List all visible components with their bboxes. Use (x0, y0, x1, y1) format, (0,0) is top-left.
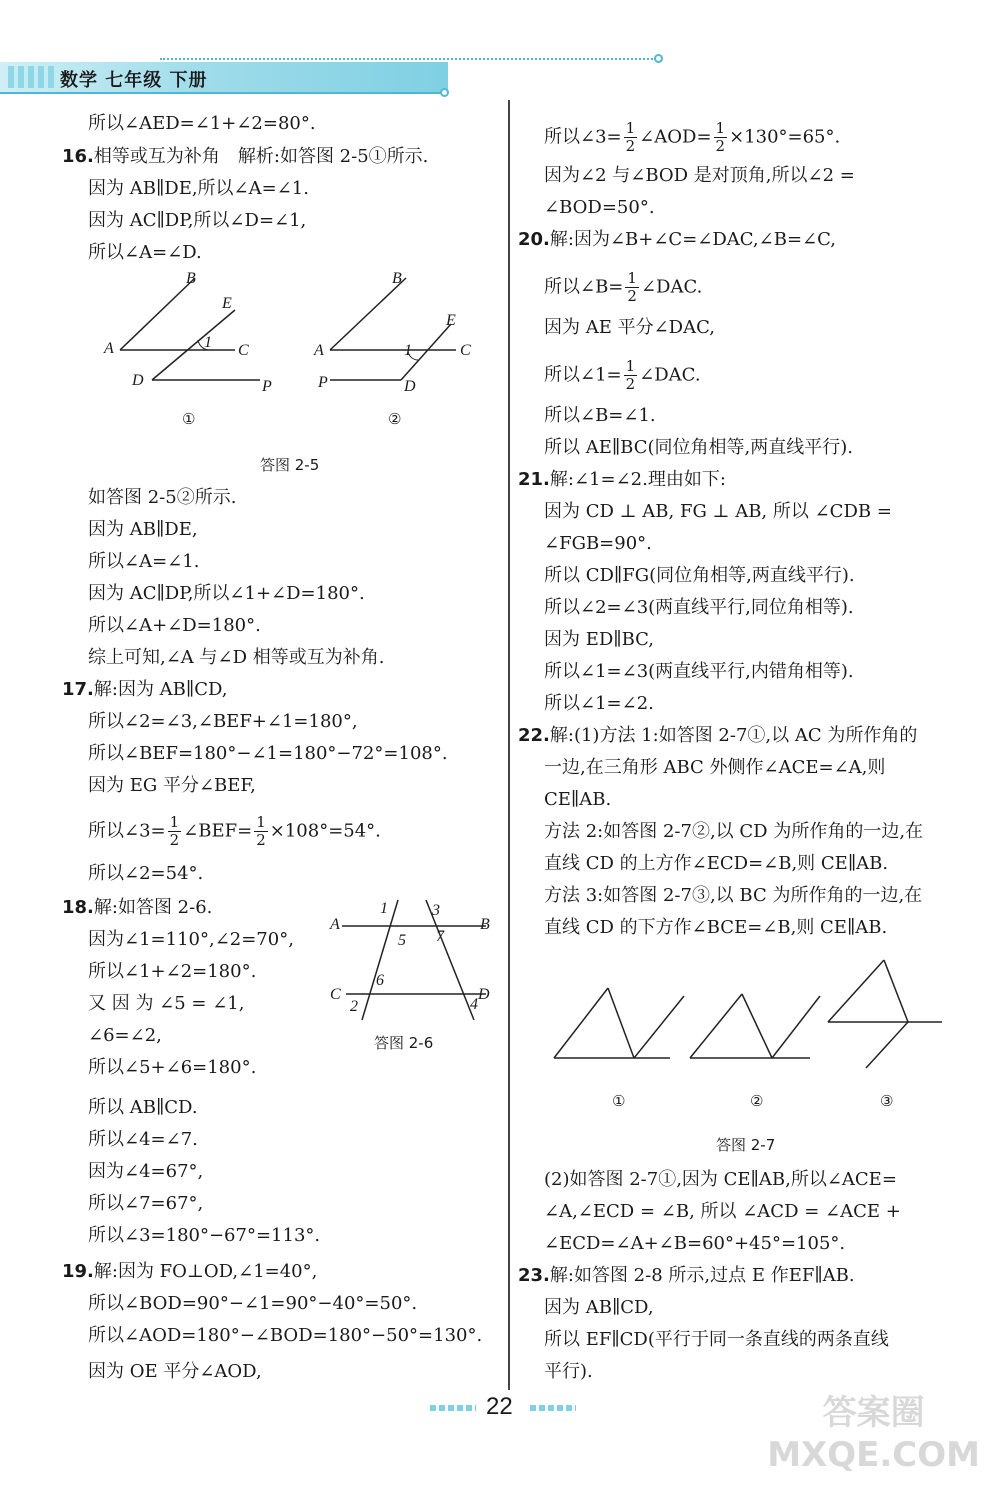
question-number: 23. (518, 1265, 550, 1286)
text-content: 解:因为 FO⊥OD,∠1=40°, (93, 1261, 318, 1282)
text-content: 方法 2:如答图 2-7②,以 CD 为所作角的一边,在 (544, 821, 924, 842)
text-line (88, 1096, 198, 1120)
text-content: 方法 3:如答图 2-7③,以 BC 为所作角的一边,在 (544, 885, 923, 906)
text-content: 所以∠A+∠D=180°. (88, 615, 261, 636)
equation-q19: 所以∠3= $\frac{1}{2}$ ∠AOD= $\frac{1}{2}$ ×130°=65°. (544, 119, 841, 155)
text-content: 所以∠AED=∠1+∠2=80°. (88, 113, 316, 134)
text-content: 所以∠3=180°−67°=113°. (88, 1225, 321, 1246)
text-content: 因为 EG 平分∠BEF, (88, 775, 256, 796)
subfigure-label-3: ③ (880, 1092, 894, 1110)
text-line (544, 820, 923, 844)
text-line (544, 500, 892, 524)
header-decoration (8, 66, 54, 88)
text-line (88, 486, 236, 510)
text-line (518, 468, 726, 492)
figure-caption-2-6: 答图 2-6 (374, 1034, 434, 1052)
text-line (88, 862, 203, 886)
page-decoration (530, 1405, 576, 1411)
text-line (544, 1200, 901, 1224)
text-content: (2)如答图 2-7①,因为 CE∥AB,所以∠ACE= (544, 1169, 897, 1190)
header-title: 数学 七年级 下册 (60, 70, 208, 91)
text-content: 解:因为∠B+∠C=∠DAC,∠B=∠C, (549, 229, 836, 250)
text-line (544, 1296, 654, 1320)
text-line (88, 1224, 320, 1248)
text-line (88, 1128, 198, 1152)
text-line (544, 196, 655, 220)
text-line (62, 678, 228, 702)
question-number: 22. (518, 725, 550, 746)
text-line (544, 1360, 593, 1384)
text-line (544, 756, 885, 780)
text-content: 直线 CD 的上方作∠ECD=∠B,则 CE∥AB. (544, 853, 889, 874)
header-dot-icon (440, 88, 449, 97)
text-content: 平行). (544, 1361, 593, 1382)
text-line (88, 710, 358, 734)
text-line (544, 532, 652, 556)
text-line (544, 1328, 889, 1352)
text-line (88, 518, 198, 542)
text-content: ∠6=∠2, (88, 1025, 162, 1046)
text-line (88, 992, 244, 1016)
text-content: 因为 AB∥DE,所以∠A=∠1. (88, 178, 309, 199)
figure-caption-2-5: 答图 2-5 (260, 456, 320, 474)
equation-q17: 所以∠3= $\frac{1}{2}$ ∠BEF= $\frac{1}{2}$ ×108°=54°. (88, 813, 381, 849)
text-line (88, 1324, 482, 1348)
text-content: 解:∠1=∠2.理由如下: (549, 469, 726, 490)
text-content: 因为∠2 与∠BOD 是对顶角,所以∠2 = (544, 165, 855, 186)
text-line (518, 1264, 855, 1288)
text-content: 所以∠BEF=180°−∠1=180°−72°=108°. (88, 743, 448, 764)
text-content: 解:如答图 2-6. (93, 897, 213, 918)
equation-q20a: 所以∠B= $\frac{1}{2}$ ∠DAC. (544, 269, 703, 305)
text-content: ∠ECD=∠A+∠B=60°+45°=105°. (544, 1233, 846, 1254)
text-line (544, 164, 855, 188)
subfigure-label-1: ① (612, 1092, 626, 1110)
question-number: 17. (62, 679, 94, 700)
text-line (544, 596, 854, 620)
page-decoration (430, 1405, 476, 1411)
text-content: 因为 ED∥BC, (544, 629, 655, 650)
text-content: 因为 AB∥CD, (544, 1297, 654, 1318)
text-content: 所以∠2=∠3,∠BEF+∠1=180°, (88, 711, 358, 732)
text-line (88, 614, 261, 638)
text-line (88, 928, 294, 952)
text-content: 所以∠A=∠1. (88, 551, 200, 572)
text-line (88, 774, 256, 798)
text-line (88, 1192, 203, 1216)
text-content: 因为∠1=110°,∠2=70°, (88, 929, 294, 950)
text-line (544, 884, 922, 908)
question-number: 21. (518, 469, 550, 490)
question-number: 18. (62, 897, 94, 918)
text-content: 所以 CD∥FG(同位角相等,两直线平行). (544, 565, 855, 586)
text-content: 因为 AE 平分∠DAC, (544, 317, 715, 338)
figure-2-7 (540, 940, 960, 1080)
text-line (544, 564, 855, 588)
text-content: 一边,在三角形 ABC 外侧作∠ACE=∠A,则 (544, 757, 886, 778)
text-line (88, 209, 306, 233)
text-content: 所以∠BOD=90°−∠1=90°−40°=50°. (88, 1293, 418, 1314)
text-content: ∠BOD=50°. (544, 197, 655, 218)
text-content: 解:(1)方法 1:如答图 2-7①,以 AC 为所作角的 (549, 725, 918, 746)
text-line (88, 582, 365, 606)
text-content: 所以 AB∥CD. (88, 1097, 198, 1118)
text-line (88, 241, 202, 265)
text-content: 相等或互为补角 解析:如答图 2-5①所示. (93, 146, 429, 167)
text-line (518, 228, 836, 252)
page-number: 22 (486, 1393, 513, 1420)
subfigure-label-2: ② (750, 1092, 764, 1110)
column-divider (508, 100, 510, 1390)
text-content: 所以 AE∥BC(同位角相等,两直线平行). (544, 437, 853, 458)
text-content: CE∥AB. (544, 789, 612, 810)
text-content: 所以∠5+∠6=180°. (88, 1057, 257, 1078)
text-content: 所以∠1+∠2=180°. (88, 961, 257, 982)
text-line (88, 1056, 256, 1080)
text-line (544, 916, 887, 940)
text-content: 所以∠AOD=180°−∠BOD=180°−50°=130°. (88, 1325, 483, 1346)
text-content: 解:因为 AB∥CD, (93, 679, 228, 700)
text-line (88, 177, 309, 201)
text-line (544, 852, 888, 876)
text-content: 所以∠B=∠1. (544, 405, 656, 426)
text-content: 因为 OE 平分∠AOD, (88, 1361, 262, 1382)
text-line (544, 1168, 897, 1192)
text-content: ∠A,∠ECD = ∠B, 所以 ∠ACD = ∠ACE + (544, 1201, 901, 1222)
text-content: 又 因 为 ∠5 = ∠1, (88, 993, 245, 1014)
text-content: 直线 CD 的下方作∠BCE=∠B,则 CE∥AB. (544, 917, 888, 938)
text-line (88, 1024, 162, 1048)
text-line (544, 1232, 845, 1256)
text-line (62, 896, 212, 920)
text-line (544, 436, 853, 460)
text-content: 解:如答图 2-8 所示,过点 E 作EF∥AB. (549, 1265, 855, 1286)
question-number: 16. (62, 146, 94, 167)
text-line (544, 692, 654, 716)
text-content: 综上可知,∠A 与∠D 相等或互为补角. (88, 647, 385, 668)
text-line (88, 960, 256, 984)
figure-caption-2-7: 答图 2-7 (716, 1136, 776, 1154)
text-content: 所以∠1=∠3(两直线平行,内错角相等). (544, 661, 854, 682)
text-content: 因为 AC∥DP,所以∠D=∠1, (88, 210, 307, 231)
text-content: 所以 EF∥CD(平行于同一条直线的两条直线 (544, 1329, 889, 1350)
text-line (88, 646, 384, 670)
header-underline (0, 92, 446, 94)
text-content: 因为 CD ⊥ AB, FG ⊥ AB, 所以 ∠CDB = (544, 501, 892, 522)
text-line (544, 788, 611, 812)
text-line (88, 112, 316, 136)
question-number: 19. (62, 1261, 94, 1282)
text-content: 所以∠4=∠7. (88, 1129, 198, 1150)
question-number: 20. (518, 229, 550, 250)
text-line (88, 1292, 417, 1316)
text-content: 所以∠2=∠3(两直线平行,同位角相等). (544, 597, 854, 618)
text-line (62, 1260, 317, 1284)
equation-q20b: 所以∠1= $\frac{1}{2}$ ∠DAC. (544, 357, 701, 393)
text-line (544, 660, 854, 684)
text-line (62, 145, 428, 169)
text-content: 因为 AB∥DE, (88, 519, 198, 540)
text-content: 所以∠2=54°. (88, 863, 204, 884)
text-content: ∠FGB=90°. (544, 533, 652, 554)
text-content: 所以∠A=∠D. (88, 242, 202, 263)
text-content: 因为∠4=67°, (88, 1161, 204, 1182)
watermark-logo: 答案圈 MXQE.COM (767, 1393, 980, 1475)
text-line (88, 1160, 203, 1184)
text-line (88, 742, 448, 766)
text-line (544, 316, 715, 340)
text-line (518, 724, 917, 748)
text-line (544, 404, 656, 428)
text-line (88, 550, 199, 574)
subfigure-label-1: ① (182, 410, 196, 428)
text-line (88, 1360, 262, 1384)
text-content: 所以∠1=∠2. (544, 693, 654, 714)
subfigure-label-2: ② (388, 410, 402, 428)
text-content: 所以∠7=67°, (88, 1193, 204, 1214)
text-content: 因为 AC∥DP,所以∠1+∠D=180°. (88, 583, 365, 604)
header-dot-icon (654, 54, 663, 63)
text-line (544, 628, 654, 652)
text-content: 如答图 2-5②所示. (88, 487, 237, 508)
